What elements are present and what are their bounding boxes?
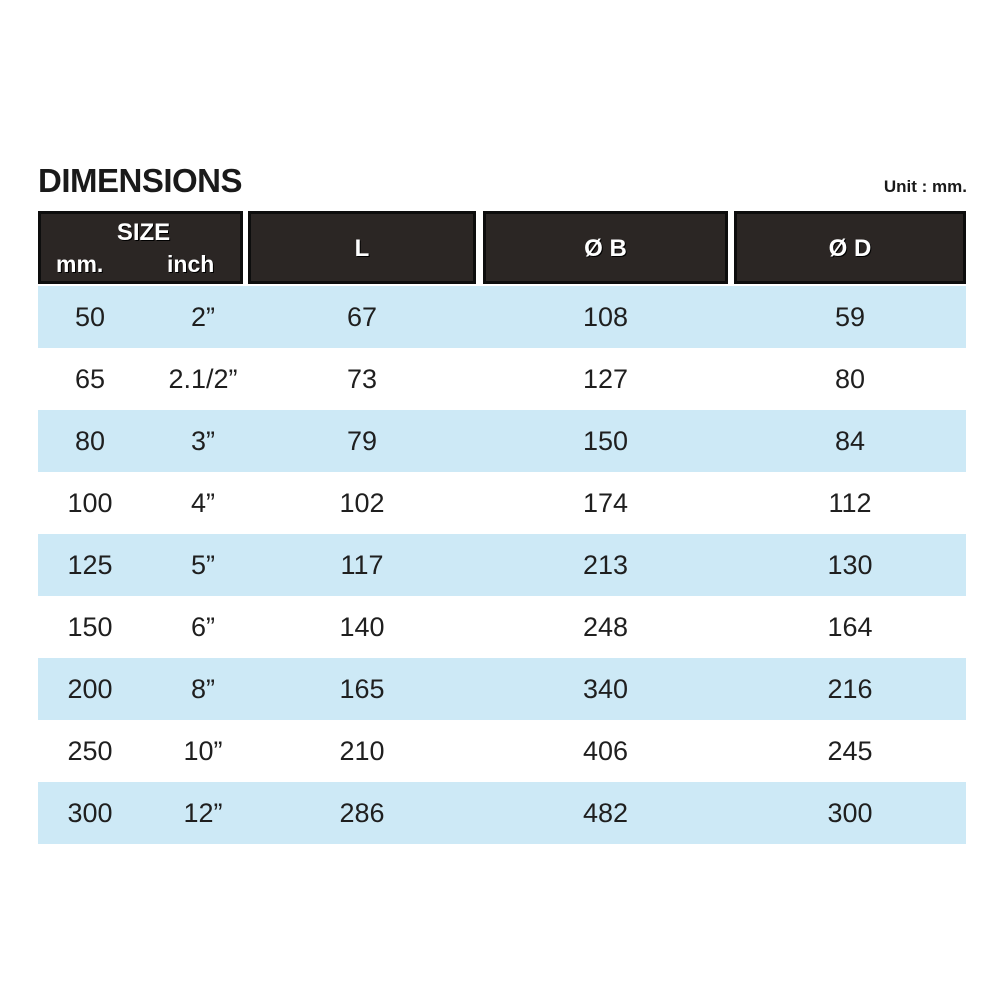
cell-inch: 2” xyxy=(190,302,215,332)
cell-b: 127 xyxy=(582,364,629,394)
cell-inch: 4” xyxy=(190,488,215,518)
table-row xyxy=(38,534,966,596)
cell-b: 174 xyxy=(582,488,629,518)
header-size-label: SIZE xyxy=(116,219,171,246)
cell-mm: 125 xyxy=(67,550,113,580)
cell-b: 248 xyxy=(582,612,629,642)
cell-b: 406 xyxy=(582,736,629,766)
cell-inch: 10” xyxy=(183,736,223,766)
cell-l: 102 xyxy=(339,488,385,518)
cell-d: 164 xyxy=(827,612,873,642)
cell-l: 210 xyxy=(339,736,385,766)
header-d xyxy=(734,211,966,284)
cell-mm: 80 xyxy=(74,426,106,456)
cell-inch: 12” xyxy=(183,798,223,828)
header-inch-label: inch xyxy=(167,251,215,277)
cell-mm: 50 xyxy=(74,302,106,332)
cell-mm: 65 xyxy=(74,364,106,394)
cell-d: 245 xyxy=(827,736,873,766)
cell-inch: 6” xyxy=(190,612,215,642)
cell-inch: 2.1/2” xyxy=(168,364,238,394)
cell-l: 79 xyxy=(346,426,378,456)
cell-d: 84 xyxy=(834,426,866,456)
cell-b: 108 xyxy=(582,302,629,332)
cell-d: 80 xyxy=(834,364,866,394)
cell-b: 150 xyxy=(582,426,629,456)
cell-d: 59 xyxy=(834,302,866,332)
cell-inch: 3” xyxy=(190,426,215,456)
table-row xyxy=(38,410,966,472)
header-b xyxy=(483,211,728,284)
header-l xyxy=(248,211,476,284)
table-row xyxy=(38,596,966,658)
table-row xyxy=(38,286,966,348)
header-size xyxy=(38,211,243,284)
table-row xyxy=(38,472,966,534)
cell-inch: 5” xyxy=(190,550,215,580)
cell-l: 73 xyxy=(346,364,378,394)
cell-mm: 150 xyxy=(67,612,113,642)
cell-l: 67 xyxy=(346,302,378,332)
header-l-label: L xyxy=(354,235,370,262)
cell-d: 216 xyxy=(827,674,873,704)
table-row xyxy=(38,782,966,844)
table-row xyxy=(38,348,966,410)
cell-b: 340 xyxy=(582,674,629,704)
cell-l: 140 xyxy=(339,612,385,642)
unit-label: Unit : mm. xyxy=(883,177,967,196)
table-row xyxy=(38,720,966,782)
cell-l: 117 xyxy=(340,550,384,580)
header-b-label: Ø B xyxy=(584,235,627,262)
dimensions-table-body xyxy=(38,286,966,844)
cell-mm: 300 xyxy=(67,798,113,828)
table-row xyxy=(38,658,966,720)
cell-inch: 8” xyxy=(190,674,215,704)
cell-d: 112 xyxy=(828,488,872,518)
cell-d: 130 xyxy=(827,550,873,580)
cell-b: 213 xyxy=(582,550,629,580)
header-d-label: Ø D xyxy=(828,235,872,262)
cell-mm: 250 xyxy=(67,736,113,766)
header-mm-label: mm. xyxy=(56,251,104,277)
cell-l: 165 xyxy=(339,674,385,704)
cell-mm: 100 xyxy=(67,488,113,518)
page-title: DIMENSIONS xyxy=(38,162,243,199)
cell-b: 482 xyxy=(582,798,629,828)
cell-d: 300 xyxy=(827,798,873,828)
cell-l: 286 xyxy=(339,798,385,828)
cell-mm: 200 xyxy=(67,674,113,704)
